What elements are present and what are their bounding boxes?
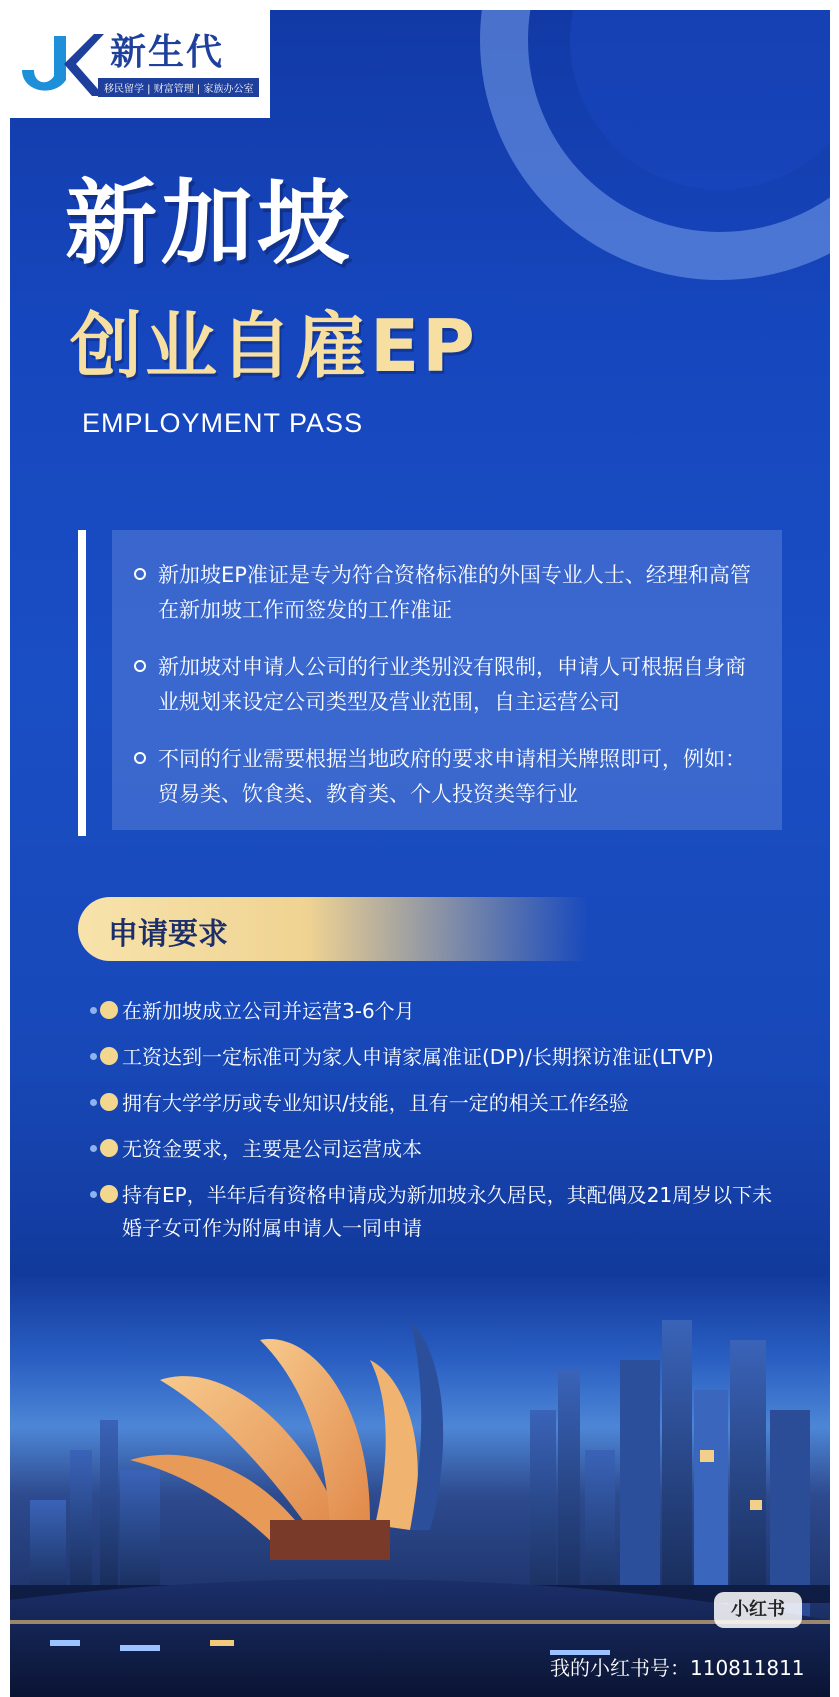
circle-bullet-icon — [134, 660, 146, 672]
poster — [10, 10, 830, 1697]
intro-text: 新加坡EP准证是专为符合资格标准的外国专业人士、经理和高管在新加坡工作而签发的工作准证 — [158, 563, 751, 622]
title-english: EMPLOYMENT PASS — [82, 408, 364, 438]
title-sub: 创业自雇EP — [70, 304, 478, 388]
requirement-text: 拥有大学学历或专业知识/技能，且有一定的相关工作经验 — [122, 1091, 629, 1115]
xiaohongshu-watermark: 小红书 — [714, 1592, 802, 1628]
intro-item — [134, 742, 758, 812]
title-main: 新加坡 — [65, 170, 354, 277]
requirement-item — [90, 1133, 790, 1166]
requirement-item — [90, 1179, 790, 1245]
circle-bullet-icon — [134, 752, 146, 764]
dot-bullet-icon — [90, 1087, 122, 1117]
requirements-list — [90, 995, 790, 1258]
dot-bullet-icon — [90, 1133, 122, 1163]
requirement-item — [90, 995, 790, 1028]
requirement-text: 在新加坡成立公司并运营3-6个月 — [122, 999, 415, 1023]
intro-item — [134, 650, 758, 720]
intro-accent-bar — [78, 530, 86, 836]
requirement-text: 持有EP，半年后有资格申请成为新加坡永久居民，其配偶及21周岁以下未婚子女可作为附属申请人一同申请 — [122, 1183, 773, 1240]
requirements-header — [78, 897, 588, 961]
intro-item — [134, 558, 758, 628]
requirements-title: 申请要求 — [108, 917, 228, 952]
dot-bullet-icon — [90, 1179, 122, 1209]
requirement-item — [90, 1041, 790, 1074]
jk-logo-icon — [14, 24, 104, 104]
brand-logo — [10, 10, 270, 118]
requirement-item — [90, 1087, 790, 1120]
requirement-text: 工资达到一定标准可为家人申请家属准证(DP)/长期探访准证(LTVP) — [122, 1045, 714, 1069]
singapore-skyline-illustration — [10, 1300, 830, 1697]
circle-bullet-icon — [134, 568, 146, 580]
requirement-text: 无资金要求，主要是公司运营成本 — [122, 1137, 422, 1161]
intro-text: 新加坡对申请人公司的行业类别没有限制，申请人可根据自身商业规划来设定公司类型及营业范围，自主运营公司 — [158, 655, 746, 714]
intro-panel — [112, 530, 782, 830]
brand-name: 新生代 — [110, 32, 225, 73]
brand-tagline: 移民留学 | 财富管理 | 家族办公室 — [98, 78, 259, 97]
xiaohongshu-id: 我的小红书号：110811811 — [550, 1656, 805, 1680]
dot-bullet-icon — [90, 1041, 122, 1071]
intro-text: 不同的行业需要根据当地政府的要求申请相关牌照即可，例如：贸易类、饮食类、教育类、个人投资类等行业 — [158, 747, 746, 806]
dot-bullet-icon — [90, 995, 122, 1025]
